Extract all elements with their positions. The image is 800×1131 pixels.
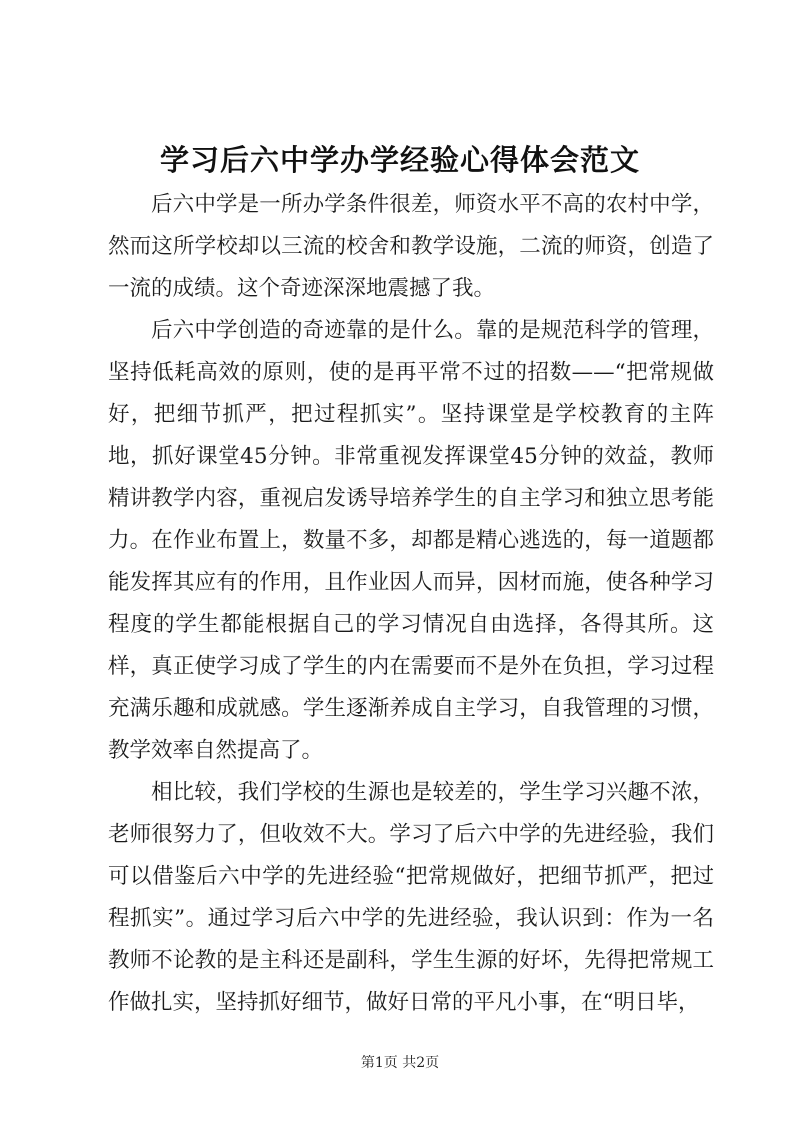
paragraph-2: 后六中学创造的奇迹靠的是什么。靠的是规范科学的管理，坚持低耗高效的原则，使的是再平常不过的招数——“把常规做好，把细节抓严，把过程抓实”。坚持课堂是学校教育的主阵地，抓好课堂45分钟。非常重视发挥课堂45分钟的效益，教师精讲教学内容，重视启发诱导培养学生的自主学习和独立思考能力。在作业布置上，数量不多，却都是精心逃选的，每一道题都能发挥其应有的作用，且作业因人而异，因材而施，使各种学习程度的学生都能根据自己的学习情况自由选择，各得其所。这样，真正使学习成了学生的内在需要而不是外在负担，学习过程充满乐趣和成就感。学生逐渐养成自主学习，自我管理的习惯，教学效率自然提高了。 — [108, 318, 714, 763]
page-number-footer: 第1页 共2页 — [360, 1055, 440, 1071]
document-body — [108, 184, 714, 1024]
paragraph-1: 后六中学是一所办学条件很差，师资水平不高的农村中学，然而这所学校却以三流的校舍和教学设施，二流的师资，创造了一流的成绩。这个奇迹深深地震撼了我。 — [108, 192, 714, 301]
document-title: 学习后六中学办学经验心得体会范文 — [159, 143, 640, 177]
paragraph-3: 相比较，我们学校的生源也是较差的，学生学习兴趣不浓，老师很努力了，但收效不大。学习了后六中学的先进经验，我们可以借鉴后六中学的先进经验“把常规做好，把细节抓严，把过程抓实”。通过学习后六中学的先进经验，我认识到：作为一名教师不论教的是主科还是副科，学生生源的好坏，先得把常规工作做扎实，坚持抓好细节，做好日常的平凡小事，在“明日毕， — [108, 780, 714, 1015]
